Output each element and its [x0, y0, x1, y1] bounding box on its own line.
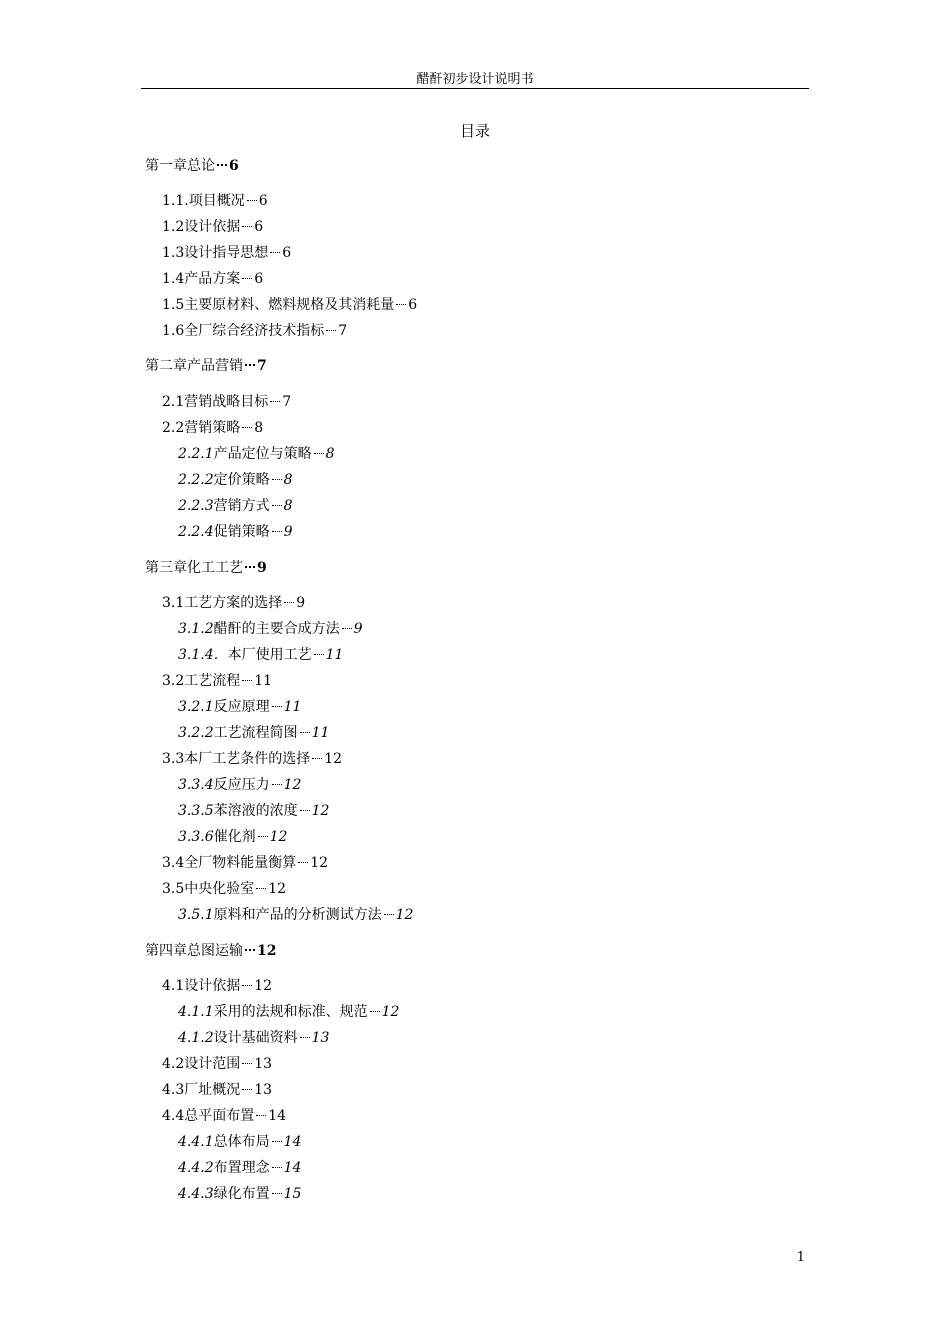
toc-entry-number: 2.1 [162, 394, 185, 410]
toc-entry-page: 12 [269, 829, 288, 845]
toc-dot-leader [300, 810, 310, 811]
toc-entry-number: 3.2 [162, 673, 185, 689]
toc-entry-number: 2.2.3 [178, 498, 214, 514]
toc-entry-page: 6 [254, 271, 264, 287]
toc-entry-number: 4.3 [162, 1082, 185, 1098]
toc-entry-title: 总平面布置 [184, 1108, 255, 1124]
toc-entry-page: 6 [258, 193, 268, 209]
toc-dot-leader [314, 453, 324, 454]
toc-entry-page: 8 [283, 472, 293, 488]
toc-entry-page: 11 [254, 673, 273, 689]
toc-entry-title: 设计依据 [184, 978, 241, 994]
toc-entry-title: 项目概况 [188, 193, 245, 209]
toc-entry-title: 本厂工艺条件的选择 [184, 751, 311, 767]
toc-entry-page: 9 [283, 524, 293, 540]
toc-dot-leader [242, 226, 252, 227]
toc-dot-leader [272, 531, 282, 532]
toc-entry-page: 12 [324, 751, 343, 767]
toc-entry-title: 设计依据 [184, 219, 241, 235]
toc-dot-leader [242, 985, 252, 986]
toc-dot-leader [242, 680, 252, 681]
toc-entry-title: 产品定位与策略 [213, 446, 312, 462]
toc-entry-title: 工艺流程简图 [213, 725, 298, 741]
toc-entry-page: 15 [283, 1186, 302, 1202]
toc-dot-leader [245, 949, 255, 951]
toc-dot-leader [272, 1193, 282, 1194]
toc-entry-page: 7 [338, 323, 348, 339]
toc-entry-title: 布置理念 [213, 1160, 270, 1176]
toc-entry-number: 3.2.2 [178, 725, 214, 741]
toc-dot-leader [242, 1089, 252, 1090]
toc-entry-page: 13 [254, 1082, 273, 1098]
toc-dot-leader [245, 364, 255, 366]
document-header-title: 醋酐初步设计说明书 [416, 72, 534, 87]
toc-entry-title: 反应压力 [213, 777, 270, 793]
toc-entry-page: 8 [283, 498, 293, 514]
toc-entry-page: 8 [325, 446, 335, 462]
toc-entry-title: 设计范围 [184, 1056, 241, 1072]
toc-entry-number: 3.1 [162, 595, 185, 611]
toc-entry-title: 营销策略 [184, 420, 241, 436]
toc-entry-title: 促销策略 [213, 524, 270, 540]
toc-dot-leader [270, 401, 280, 402]
toc-entry-title: 设计指导思想 [184, 245, 269, 261]
toc-entry-number: 1.1. [162, 193, 189, 209]
toc-entry-title: 设计基础资料 [213, 1030, 298, 1046]
toc-entry-title: 本厂使用工艺 [227, 647, 312, 663]
toc-entry-title: 化工工艺 [187, 560, 243, 576]
toc-entry-page: 11 [283, 699, 302, 715]
toc-dot-leader [300, 732, 310, 733]
toc-entry-title: 工艺流程 [184, 673, 241, 689]
toc-dot-leader [384, 914, 394, 915]
toc-dot-leader [256, 888, 266, 889]
toc-entry-number: 第四章 [145, 943, 187, 959]
toc-entry-page: 7 [282, 394, 292, 410]
toc-entry-title: 中央化验室 [184, 881, 255, 897]
toc-entry-title: 反应原理 [213, 699, 270, 715]
toc-entry-title: 全厂物料能量衡算 [184, 855, 297, 871]
toc-dot-leader [242, 1063, 252, 1064]
header-divider [141, 88, 809, 89]
toc-dot-leader [342, 628, 352, 629]
toc-entry-number: 4.4 [162, 1108, 185, 1124]
toc-dot-leader [396, 304, 406, 305]
toc-entry-page: 9 [296, 595, 306, 611]
toc-entry-page: 13 [254, 1056, 273, 1072]
toc-entry-page: 14 [283, 1134, 302, 1150]
toc-dot-leader [242, 427, 252, 428]
toc-entry-page: 6 [229, 158, 239, 174]
toc-entry-page: 12 [381, 1004, 400, 1020]
toc-dot-leader [272, 1167, 282, 1168]
toc-dot-leader [217, 164, 227, 166]
toc-entry-title: 原料和产品的分析测试方法 [213, 907, 382, 923]
toc-entry-title: 产品方案 [184, 271, 241, 287]
toc-entry-number: 第一章 [145, 158, 187, 174]
toc-dot-leader [258, 836, 268, 837]
toc-entry-number: 3.1.4． [178, 647, 228, 663]
toc-dot-leader [272, 479, 282, 480]
toc-entry-number: 2.2 [162, 420, 185, 436]
toc-entry-page: 8 [254, 420, 264, 436]
toc-entry-number: 1.3 [162, 245, 185, 261]
toc-dot-leader [245, 566, 255, 568]
toc-entry-page: 9 [257, 560, 267, 576]
toc-entry-number: 第二章 [145, 358, 187, 374]
toc-entry-number: 3.3.6 [178, 829, 214, 845]
toc-entry-title: 总论 [187, 158, 215, 174]
toc-entry-page: 13 [311, 1030, 330, 1046]
toc-entry-number: 3.3.4 [178, 777, 214, 793]
toc-entry-number: 第三章 [145, 560, 187, 576]
toc-entry-page: 6 [282, 245, 292, 261]
toc-entry-page: 14 [268, 1108, 287, 1124]
toc-entry-page: 12 [283, 777, 302, 793]
toc-entry-number: 4.2 [162, 1056, 185, 1072]
toc-entry-number: 3.3 [162, 751, 185, 767]
toc-entry-title: 营销战略目标 [184, 394, 269, 410]
toc-dot-leader [272, 784, 282, 785]
toc-entry-title: 总体布局 [213, 1134, 270, 1150]
toc-entry-number: 3.2.1 [178, 699, 214, 715]
toc-entry-page: 7 [257, 358, 267, 374]
toc-entry-number: 4.1.2 [178, 1030, 214, 1046]
toc-entry-page: 6 [254, 219, 264, 235]
toc-entry-page: 12 [395, 907, 414, 923]
toc-entry-number: 3.5.1 [178, 907, 214, 923]
toc-entry-page: 14 [283, 1160, 302, 1176]
toc-entry-page: 12 [268, 881, 287, 897]
toc-dot-leader [298, 862, 308, 863]
toc-dot-leader [242, 278, 252, 279]
toc-entry-page: 9 [353, 621, 363, 637]
page-number: 1 [796, 1250, 805, 1265]
toc-entry-title: 产品营销 [187, 358, 243, 374]
toc-entry-title: 厂址概况 [184, 1082, 241, 1098]
toc-entry-number: 4.4.2 [178, 1160, 214, 1176]
toc-entry-page: 12 [254, 978, 273, 994]
toc-entry-title: 采用的法规和标准、规范 [213, 1004, 368, 1020]
toc-dot-leader [256, 1115, 266, 1116]
toc-entry-number: 3.1.2 [178, 621, 214, 637]
toc-entry-number: 4.4.3 [178, 1186, 214, 1202]
toc-dot-leader [272, 505, 282, 506]
toc-dot-leader [314, 654, 324, 655]
toc-entry-title: 催化剂 [213, 829, 256, 845]
toc-dot-leader [272, 706, 282, 707]
toc-entry-page: 11 [325, 647, 344, 663]
toc-entry-title: 工艺方案的选择 [184, 595, 283, 611]
toc-entry-title: 定价策略 [213, 472, 270, 488]
toc-entry-number: 1.2 [162, 219, 185, 235]
toc-entry-number: 1.4 [162, 271, 185, 287]
toc-entry-title: 总图运输 [187, 943, 243, 959]
toc-dot-leader [247, 200, 257, 201]
toc-entry-page: 6 [408, 297, 418, 313]
toc-entry-number: 2.2.2 [178, 472, 214, 488]
toc-dot-leader [326, 330, 336, 331]
toc-entry-number: 3.3.5 [178, 803, 214, 819]
toc-entry-title: 全厂综合经济技术指标 [184, 323, 325, 339]
toc-entry-number: 2.2.4 [178, 524, 214, 540]
toc-heading: 目录 [459, 122, 490, 140]
toc-entry-title: 主要原材料、燃料规格及其消耗量 [184, 297, 395, 313]
toc-dot-leader [300, 1037, 310, 1038]
toc-dot-leader [370, 1011, 380, 1012]
toc-entry-page: 11 [311, 725, 330, 741]
toc-dot-leader [312, 758, 322, 759]
toc-entry-page: 12 [310, 855, 329, 871]
toc-entry-title: 营销方式 [213, 498, 270, 514]
toc-entry-number: 3.4 [162, 855, 185, 871]
toc-entry-title: 苯溶液的浓度 [213, 803, 298, 819]
toc-entry-number: 3.5 [162, 881, 185, 897]
toc-entry-number: 4.1.1 [178, 1004, 214, 1020]
toc-dot-leader [272, 1141, 282, 1142]
toc-entry-title: 绿化布置 [213, 1186, 270, 1202]
toc-entry-page: 12 [257, 943, 277, 959]
toc-entry-number: 4.4.1 [178, 1134, 214, 1150]
toc-dot-leader [270, 252, 280, 253]
toc-entry-number: 4.1 [162, 978, 185, 994]
toc-entry-page: 12 [311, 803, 330, 819]
toc-dot-leader [284, 602, 294, 603]
toc-entry-number: 2.2.1 [178, 446, 214, 462]
toc-entry-number: 1.6 [162, 323, 185, 339]
toc-entry-title: 醋酐的主要合成方法 [213, 621, 340, 637]
toc-entry-number: 1.5 [162, 297, 185, 313]
